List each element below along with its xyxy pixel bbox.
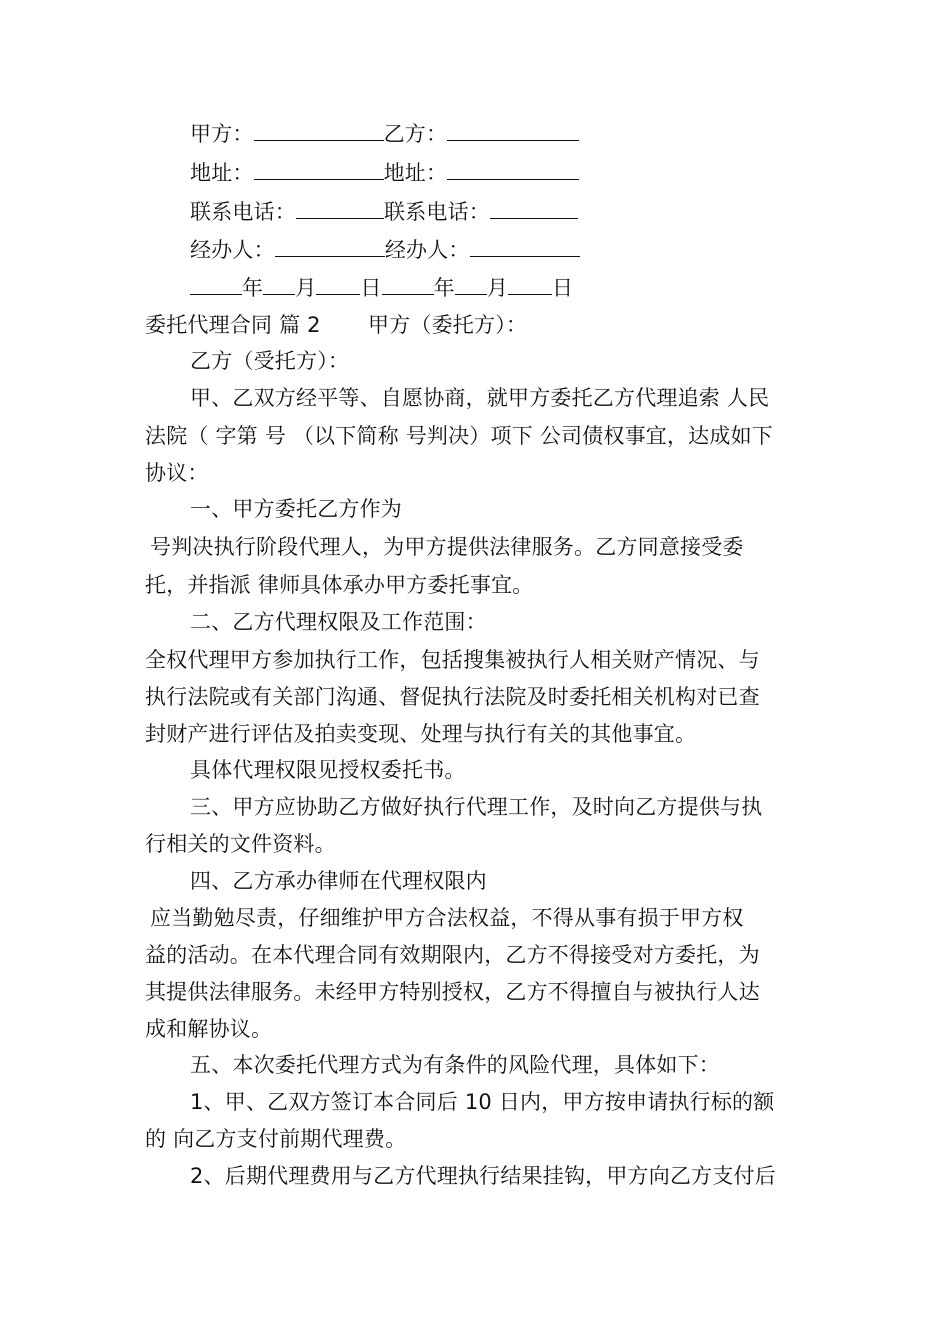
party-b-heading: 乙方（受托方）：	[190, 349, 350, 373]
section-2-title: 二、乙方代理权限及工作范围：	[190, 610, 487, 634]
year-b-blank	[382, 272, 434, 295]
intro-line-1: 甲、乙双方经平等、自愿协商，就甲方委托乙方代理追索 人民	[190, 386, 770, 410]
phone-a-label: 联系电话：	[190, 200, 296, 224]
party-b-label: 乙方：	[383, 122, 448, 146]
phone-b-blank	[490, 196, 578, 219]
section-4-line-4: 成和解协议。	[145, 1017, 273, 1041]
day-b-blank	[508, 272, 552, 295]
month-a-blank	[263, 272, 295, 295]
agent-a-label: 经办人：	[190, 238, 275, 262]
section-1-line-2: 托，并指派 律师具体承办甲方委托事宜。	[145, 573, 534, 597]
agent-a-blank	[275, 234, 385, 257]
address-a-label: 地址：	[190, 161, 254, 185]
day-b-label: 日	[552, 276, 574, 300]
section-2-line-1: 全权代理甲方参加执行工作，包括搜集被执行人相关财产情况、与	[145, 648, 760, 672]
contract-title: 委托代理合同 篇 2	[145, 313, 321, 337]
section-4-title: 四、乙方承办律师在代理权限内	[190, 869, 487, 893]
year-a-blank	[190, 272, 242, 295]
section-5-item-2-line-1: 2、后期代理费用与乙方代理执行结果挂钩，甲方向乙方支付后	[190, 1164, 776, 1188]
section-1-title: 一、甲方委托乙方作为	[190, 497, 402, 521]
address-a-blank	[254, 157, 384, 180]
section-1-line-1: 号判决执行阶段代理人，为甲方提供法律服务。乙方同意接受委	[150, 535, 744, 559]
section-5-item-1-line-1: 1、甲、乙双方签订本合同后 10 日内，甲方按申请执行标的额	[190, 1090, 775, 1114]
intro-line-3: 协议：	[145, 461, 209, 485]
date-row	[190, 272, 573, 303]
intro-line-2: 法院（ 字第 号 （以下简称 号判决）项下 公司债权事宜，达成如下	[145, 424, 773, 448]
month-a-label: 月	[295, 276, 317, 300]
month-b-label: 月	[486, 276, 509, 300]
agent-b-blank	[470, 234, 580, 257]
day-a-blank	[316, 272, 360, 295]
year-a-label: 年	[242, 276, 264, 300]
address-row	[190, 157, 579, 188]
address-b-label: 地址：	[383, 161, 448, 185]
section-2-line-3: 封财产进行评估及拍卖变现、处理与执行有关的其他事宜。	[145, 722, 697, 746]
address-b-blank	[447, 157, 579, 180]
month-b-blank	[455, 272, 487, 295]
section-2-line-4: 具体代理权限见授权委托书。	[190, 758, 466, 782]
party-a-label: 甲方：	[190, 122, 254, 146]
agent-b-label: 经办人：	[384, 238, 470, 262]
party-b-blank	[447, 118, 579, 141]
section-2-line-2: 执行法院或有关部门沟通、督促执行法院及时委托相关机构对已查	[145, 685, 760, 709]
phone-b-label: 联系电话：	[384, 200, 490, 224]
phone-a-blank	[296, 196, 384, 219]
section-3-line-1: 三、甲方应协助乙方做好执行代理工作，及时向乙方提供与执	[190, 795, 763, 819]
party-row	[190, 118, 579, 149]
agent-row	[190, 234, 580, 265]
section-4-line-1: 应当勤勉尽责，仔细维护甲方合法权益，不得从事有损于甲方权	[150, 906, 744, 930]
party-a-heading: 甲方（委托方）：	[368, 313, 528, 337]
section-5-item-1-line-2: 的 向乙方支付前期代理费。	[145, 1127, 407, 1151]
party-a-blank	[254, 118, 384, 141]
section-4-line-2: 益的活动。在本代理合同有效期限内，乙方不得接受对方委托，为	[145, 943, 760, 967]
year-b-label: 年	[433, 276, 455, 300]
section-5-title: 五、本次委托代理方式为有条件的风险代理，具体如下：	[190, 1053, 720, 1077]
phone-row	[190, 196, 578, 227]
section-4-line-3: 其提供法律服务。未经甲方特别授权，乙方不得擅自与被执行人达	[145, 980, 760, 1004]
day-a-label: 日	[360, 276, 382, 300]
section-3-line-2: 行相关的文件资料。	[145, 832, 336, 856]
